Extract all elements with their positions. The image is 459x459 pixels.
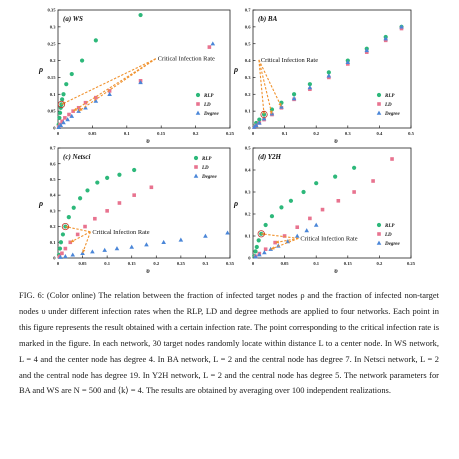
data-point-ld	[132, 193, 136, 197]
data-point-rlp	[60, 97, 64, 101]
data-point-ld	[308, 217, 312, 221]
data-point-ld	[352, 190, 356, 194]
data-point-ld	[83, 225, 87, 229]
x-tick-label: 0.05	[88, 131, 97, 136]
data-point-rlp	[67, 215, 71, 219]
y-tick-label: 0.05	[47, 108, 56, 114]
data-point-rlp	[61, 232, 65, 236]
legend-label-rlp: RLP	[202, 157, 212, 162]
data-point-degree	[308, 85, 313, 89]
panel-label: (a) WS	[63, 15, 83, 23]
data-point-degree	[115, 246, 120, 250]
data-point-rlp	[289, 199, 293, 203]
plot-frame	[253, 10, 411, 128]
figure-caption: FIG. 6: (Color online) The relation between the fraction of infected target nodes ρ and the fraction of infected non-target nodes υ under different infection rates when the RLP, LD and degree methods are applied to four networks. Each point in this figure represents the result obtained with a certain infection rate. The point corresponding to the critical infection rate is marked in the figure. In each network, 30 target nodes randomly locate within distance L to a center node. In WS network, L = 4 and the center node has degree 4. In BA network, L = 2 and the central node has degree 7. In Netsci network, L = 2 and the central node has degree 19. In Y2H network, L = 2 and the central node has degree 5. The network parameters for BA and WS are N = 500 and ⟨k⟩ = 4. The results are obtained by averaging over 100 independent realizations.	[19, 290, 439, 396]
x-tick-label: 0.15	[157, 131, 166, 136]
data-point-rlp	[333, 175, 337, 179]
data-point-rlp	[352, 166, 356, 170]
x-tick-label: 0	[251, 131, 255, 136]
x-tick-label: 0.3	[202, 261, 209, 266]
data-point-rlp	[138, 13, 142, 17]
x-tick-label: 0.5	[408, 131, 414, 136]
y-tick-label: 0.2	[49, 58, 56, 64]
x-tick-label: 0.1	[104, 261, 111, 266]
data-point-degree	[161, 240, 166, 244]
data-point-ld	[76, 233, 80, 237]
x-tick-label: 0.4	[376, 131, 383, 136]
data-point-rlp	[59, 240, 63, 244]
data-point-ld	[105, 209, 109, 213]
data-point-degree	[295, 234, 300, 238]
data-point-ld	[337, 199, 341, 203]
y-tick-label: 0.7	[49, 145, 56, 151]
y-tick-label: 0.6	[244, 24, 251, 30]
x-tick-label: 0.15	[127, 261, 136, 266]
legend-label-degree: Degree	[204, 112, 219, 117]
legend-marker-rlp	[377, 93, 381, 97]
data-point-rlp	[78, 196, 82, 200]
legend-label-degree: Degree	[385, 242, 400, 247]
x-tick-label: 0	[56, 131, 60, 136]
y-axis-label: ρ	[38, 199, 44, 208]
data-point-ld	[118, 201, 122, 205]
data-point-rlp	[132, 168, 136, 172]
data-point-rlp	[80, 58, 84, 62]
critical-rate-arrow	[261, 234, 298, 239]
data-point-ld	[150, 185, 154, 189]
data-point-ld	[64, 247, 68, 251]
legend-label-ld: LD	[202, 166, 209, 171]
data-point-rlp	[301, 190, 305, 194]
legend-marker-degree	[377, 111, 382, 115]
critical-rate-arrow	[259, 60, 272, 115]
data-point-rlp	[94, 38, 98, 42]
legend-label-rlp: RLP	[385, 94, 395, 99]
critical-rate-label: Critical Infection Rate	[300, 235, 358, 243]
data-point-rlp	[253, 249, 257, 253]
legend-marker-degree	[196, 111, 201, 115]
data-point-ld	[60, 251, 64, 255]
critical-rate-arrowhead	[271, 246, 275, 249]
data-point-ld	[63, 116, 67, 120]
data-point-degree	[327, 73, 332, 77]
data-point-degree	[304, 228, 309, 232]
data-point-ld	[67, 113, 71, 117]
y-tick-label: 0.15	[47, 75, 56, 81]
y-tick-label: 0.4	[244, 58, 251, 64]
legend-marker-rlp	[196, 93, 200, 97]
y-tick-label: 0.2	[244, 211, 251, 217]
y-tick-label: 0.1	[244, 108, 251, 114]
y-tick-label: 0.1	[49, 239, 56, 245]
data-point-degree	[90, 249, 95, 253]
x-tick-label: 0.2	[153, 261, 160, 266]
data-point-rlp	[264, 223, 268, 227]
legend-label-ld: LD	[385, 103, 392, 108]
data-point-rlp	[255, 245, 259, 249]
data-point-rlp	[58, 246, 62, 250]
legend-label-ld: LD	[204, 103, 211, 108]
y-tick-label: 0.4	[49, 192, 56, 198]
data-point-degree	[179, 238, 184, 242]
data-point-degree	[211, 41, 216, 45]
y-tick-label: 0	[248, 255, 251, 261]
x-axis-label: υ	[334, 267, 338, 275]
x-tick-label: 0	[251, 261, 255, 266]
y-tick-label: 0.2	[49, 224, 56, 230]
y-tick-label: 0.35	[47, 7, 56, 13]
data-point-ld	[295, 225, 299, 229]
data-point-degree	[102, 248, 107, 252]
x-tick-label: 0.3	[344, 131, 351, 136]
data-point-rlp	[95, 180, 99, 184]
y-axis-label: ρ	[233, 199, 239, 208]
panel-label: (d) Y2H	[258, 153, 282, 161]
data-point-rlp	[57, 116, 61, 120]
y-axis-label: ρ	[38, 65, 44, 74]
critical-rate-arrow	[73, 59, 156, 111]
y-tick-label: 0.6	[49, 161, 56, 167]
legend-marker-degree	[194, 174, 199, 178]
data-point-rlp	[270, 214, 274, 218]
legend-label-rlp: RLP	[204, 94, 214, 99]
panel-ba	[233, 8, 415, 145]
x-tick-label: 0.25	[406, 261, 416, 266]
data-point-rlp	[64, 82, 68, 86]
x-tick-label: 0.05	[78, 261, 87, 266]
data-point-ld	[93, 217, 97, 221]
legend-label-degree: Degree	[385, 112, 400, 117]
data-point-degree	[63, 254, 68, 258]
y-tick-label: 0	[248, 125, 251, 131]
x-axis-label: υ	[146, 137, 150, 145]
x-tick-label: 0.35	[225, 261, 235, 266]
critical-rate-label: Critical Infection Rate	[260, 56, 319, 64]
panel-label: (c) Netsci	[63, 153, 91, 161]
y-tick-label: 0.5	[49, 177, 56, 183]
legend-marker-ld	[377, 102, 381, 106]
data-point-rlp	[292, 92, 296, 96]
data-point-rlp	[70, 72, 74, 76]
x-tick-label: 0	[56, 261, 60, 266]
data-point-rlp	[72, 206, 76, 210]
legend-marker-degree	[377, 241, 382, 245]
y-tick-label: 0.2	[244, 91, 251, 97]
y-tick-label: 0.5	[244, 145, 251, 151]
y-tick-label: 0.3	[244, 189, 251, 195]
y-tick-label: 0.1	[244, 233, 251, 239]
y-tick-label: 0	[53, 125, 56, 131]
data-point-rlp	[314, 181, 318, 185]
y-tick-label: 0.7	[244, 7, 251, 13]
legend-marker-rlp	[377, 223, 381, 227]
x-tick-label: 0.2	[376, 261, 383, 266]
data-point-rlp	[105, 176, 109, 180]
critical-rate-label: Critical Infection Rate	[157, 55, 215, 63]
panel-ws	[38, 8, 235, 145]
data-point-ld	[390, 157, 394, 161]
data-point-rlp	[61, 92, 65, 96]
data-point-degree	[144, 242, 149, 246]
data-point-degree	[203, 234, 208, 238]
x-axis-label: υ	[334, 137, 338, 145]
data-point-ld	[208, 45, 212, 49]
y-tick-label: 0.25	[47, 41, 56, 47]
x-axis-label: υ	[146, 267, 150, 275]
legend-marker-ld	[196, 102, 200, 106]
panel-label: (b) BA	[258, 15, 278, 23]
plot-frame	[58, 148, 230, 258]
y-tick-label: 0	[53, 255, 56, 261]
y-tick-label: 0.4	[244, 167, 251, 173]
data-point-degree	[225, 230, 230, 234]
critical-rate-arrow	[79, 59, 156, 111]
x-tick-label: 0.05	[280, 261, 289, 266]
panel-y2h	[233, 146, 416, 275]
data-point-ld	[321, 208, 325, 212]
legend-marker-rlp	[194, 156, 198, 160]
critical-rate-label: Critical Infection Rate	[92, 228, 150, 236]
data-point-rlp	[85, 188, 89, 192]
x-tick-label: 0.1	[313, 261, 320, 266]
y-tick-label: 0.3	[49, 24, 56, 30]
x-tick-label: 0.2	[192, 131, 199, 136]
y-axis-label: ρ	[233, 65, 239, 74]
y-tick-label: 0.1	[49, 91, 56, 97]
data-point-ld	[371, 179, 375, 183]
plot-frame	[58, 10, 230, 128]
data-point-rlp	[279, 205, 283, 209]
y-tick-label: 0.3	[244, 75, 251, 81]
legend-marker-ld	[377, 232, 381, 236]
legend-label-ld: LD	[385, 233, 392, 238]
x-tick-label: 0.1	[281, 131, 288, 136]
y-tick-label: 0.3	[49, 208, 56, 214]
y-tick-label: 0.5	[244, 41, 251, 47]
x-tick-label: 0.15	[343, 261, 352, 266]
data-point-rlp	[117, 173, 121, 177]
data-point-degree	[70, 252, 75, 256]
critical-rate-arrowhead	[82, 249, 85, 253]
x-tick-label: 0.25	[176, 261, 185, 266]
panel-netsci	[38, 146, 235, 275]
x-tick-label: 0.25	[225, 131, 235, 136]
data-point-rlp	[257, 238, 261, 242]
legend-label-degree: Degree	[202, 175, 217, 180]
data-point-degree	[129, 245, 134, 249]
legend-marker-ld	[194, 165, 198, 169]
x-tick-label: 0.2	[313, 131, 320, 136]
data-point-degree	[314, 223, 319, 227]
data-point-rlp	[58, 111, 62, 115]
legend-label-rlp: RLP	[385, 224, 395, 229]
x-tick-label: 0.1	[123, 131, 130, 136]
